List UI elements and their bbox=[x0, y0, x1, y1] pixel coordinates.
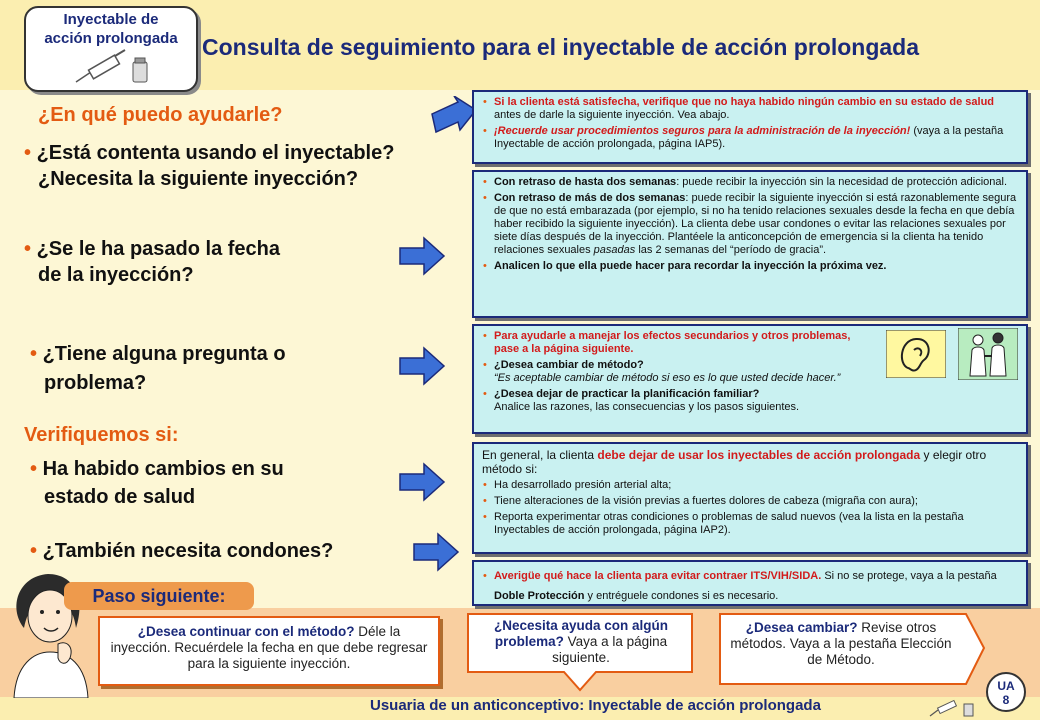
info-item: • ¿Desea cambiar de método? “Es aceptable cambiar de método si eso es lo que usted decide hacer.” bbox=[494, 359, 854, 385]
question-text: ¿Está contenta usando el inyectable? bbox=[36, 142, 395, 164]
question-text: ¿También necesita condones? bbox=[42, 540, 334, 562]
info-box-late bbox=[472, 170, 1028, 318]
question-health bbox=[30, 455, 284, 511]
info-item: • Averigüe qué hace la clienta para evitar contraer ITS/VIH/SIDA. Si no se protege, vaya a la pestaña Doble Protección y entréguele condones si es necesario. bbox=[494, 566, 1018, 606]
info-box-health bbox=[472, 442, 1028, 554]
info-item: • Ha desarrollado presión arterial alta; bbox=[494, 479, 1018, 492]
info-item: • Con retraso de hasta dos semanas: puede recibir la inyección sin la necesidad de protección adicional. bbox=[494, 176, 1018, 189]
arrow-right-icon bbox=[398, 462, 446, 502]
info-box-condoms bbox=[472, 560, 1028, 606]
verify-heading: Verifiquemos si: bbox=[24, 424, 179, 446]
arrow-right-icon bbox=[398, 346, 446, 386]
question-text: estado de salud bbox=[44, 486, 196, 508]
question-satisfied bbox=[24, 140, 394, 192]
question-text: problema? bbox=[44, 372, 147, 394]
info-item: • ¿Desea dejar de practicar la planificación familiar? Analice las razones, las consecuencias y los pasos siguientes. bbox=[494, 388, 854, 414]
need-help-box: ¿Necesita ayuda con algún problema? Vaya a la página siguiente. bbox=[493, 618, 669, 665]
continue-method-box: ¿Desea continuar con el método? Déle la inyección. Recuérdele la fecha en que debe regresar para la siguiente inyección. bbox=[98, 616, 440, 686]
info-intro: En general, la clienta debe dejar de usar los inyectables de acción prolongada y elegir otro método si: bbox=[482, 448, 987, 476]
page-tab-badge bbox=[986, 672, 1026, 712]
arrow-right-icon bbox=[398, 236, 446, 276]
question-text: de la inyección? bbox=[38, 264, 194, 286]
arrow-right-icon bbox=[412, 532, 460, 572]
arrow-right-icon bbox=[430, 96, 478, 136]
info-item: • Si la clienta está satisfecha, verifique que no haya habido ningún cambio en su estado de salud antes de darle la siguiente inyección. Vea abajo. bbox=[494, 96, 1018, 122]
info-item: • Tiene alteraciones de la visión previas a fuertes dolores de cabeza (migraña con aura); bbox=[494, 495, 1018, 508]
question-problem bbox=[30, 340, 286, 398]
info-item: • Reporta experimentar otras condiciones o problemas de salud nuevos (vea la lista en la pestaña Inyectables de acción prolongada, página IAP2). bbox=[494, 511, 1018, 537]
switch-method-box: ¿Desea cambiar? Revise otros métodos. Vaya a la pestaña Elección de Método. bbox=[730, 620, 952, 667]
bullet: • bbox=[24, 142, 32, 164]
page-number: 8 bbox=[1002, 693, 1010, 707]
question-text: ¿Se le ha pasado la fecha bbox=[36, 238, 281, 260]
syringe-icon bbox=[928, 696, 978, 718]
badge-label-2: acción prolongada bbox=[44, 30, 178, 47]
footer-text: Usuaria de un anticonceptivo: Inyectable de acción prolongada bbox=[370, 697, 821, 714]
question-text: ¿Necesita la siguiente inyección? bbox=[38, 168, 359, 190]
question-condoms bbox=[30, 538, 333, 564]
question-text: ¿Tiene alguna pregunta o bbox=[42, 343, 286, 365]
info-item: • Analicen lo que ella puede hacer para recordar la inyección la próxima vez. bbox=[494, 260, 1018, 273]
info-item: • Para ayudarle a manejar los efectos secundarios y otros problemas, pase a la página siguiente. bbox=[494, 330, 854, 356]
info-box-satisfied bbox=[472, 90, 1028, 164]
info-box-problems bbox=[472, 324, 1028, 434]
badge-label-1: Inyectable de bbox=[63, 11, 159, 28]
bullet: • bbox=[24, 238, 32, 260]
bullet: • bbox=[30, 540, 38, 562]
counseling-people-icon bbox=[958, 328, 1018, 380]
ear-listening-icon bbox=[886, 330, 946, 378]
next-step-label: Paso siguiente: bbox=[64, 582, 254, 610]
info-item: • ¡Recuerde usar procedimientos seguros para la administración de la inyección! (vaya a la pestaña Inyectable de acción prolongada, página IAP5). bbox=[494, 125, 1018, 151]
section-badge bbox=[24, 6, 198, 92]
info-item: • Con retraso de más de dos semanas: puede recibir la siguiente inyección si está razonablemente segura de que no está embarazada (por ejemplo, si no ha tenido relaciones sexuales desde la fecha en que debía haber recibido la siguiente inyección). La clienta debe usar condones o evitar las relaciones sexuales por siete días después de la inyección. Plantéele la anticoncepción de emergencia si la clienta ha tenido relaciones sexuales pasadas las 2 semanas del “período de gracia”. bbox=[494, 192, 1018, 257]
syringe-icon bbox=[71, 48, 151, 88]
bullet: • bbox=[30, 343, 38, 365]
help-heading: ¿En qué puedo ayudarle? bbox=[38, 104, 283, 126]
question-text: Ha habido cambios en su bbox=[42, 458, 284, 480]
tab-code: UA bbox=[997, 679, 1015, 693]
bullet: • bbox=[30, 458, 38, 480]
page-title: Consulta de seguimiento para el inyectable de acción prolongada bbox=[202, 34, 919, 60]
question-late bbox=[24, 236, 280, 288]
